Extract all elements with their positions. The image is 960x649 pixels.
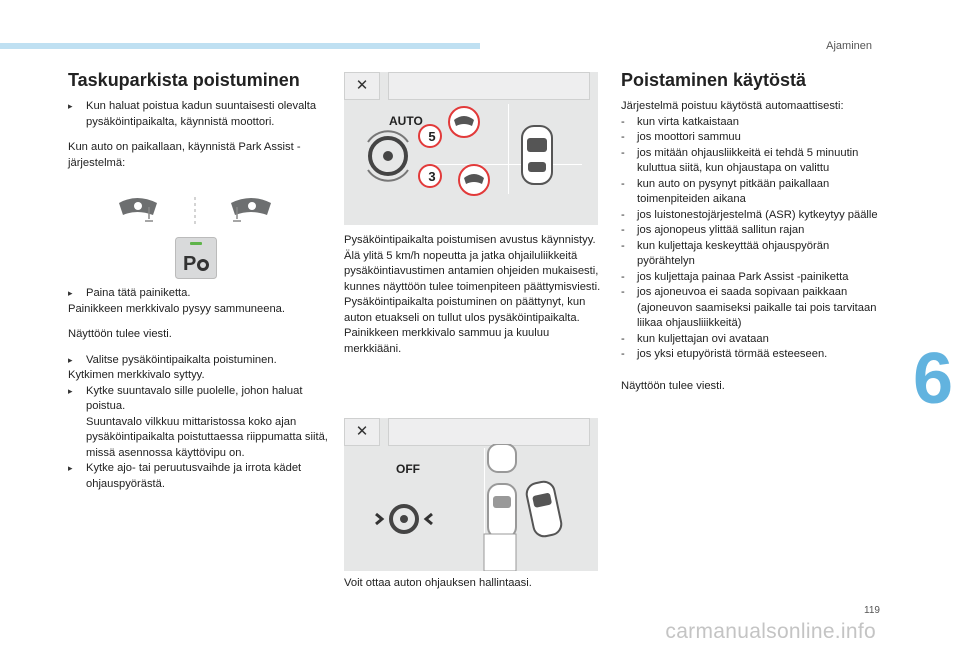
step-number-5: 5 bbox=[428, 129, 436, 144]
section-heading-deactivate: Poistaminen käytöstä bbox=[621, 70, 807, 90]
list-item: - kun auto on pysynyt pitkään paikallaan toimenpiteiden aikana bbox=[621, 177, 883, 208]
list-item: - jos ajonopeus ylittää sallitun rajan bbox=[621, 223, 883, 239]
park-assist-button-icon bbox=[175, 237, 217, 279]
column-left bbox=[68, 99, 328, 171]
list-item: - jos mitään ohjausliikkeitä ei tehdä 5 minuutin kuluttua siitä, kun ohjaustapa on valittu bbox=[621, 146, 883, 177]
list-item: - kun kuljettajan ovi avataan bbox=[621, 332, 883, 348]
paragraph-light-off: Painikkeen merkkivalo pysyy sammuneena. bbox=[68, 302, 286, 315]
exit-maneuver-illustration bbox=[344, 98, 598, 225]
section-title: Ajaminen bbox=[826, 40, 872, 52]
list-item: - jos luistonestojärjestelmä (ASR) kytkeytyy päälle bbox=[621, 208, 883, 224]
paragraph-speed: Älä ylitä 5 km/h nopeutta ja jatka ohjailuliikkeitä pysäköintiavustimen antamien ohjeiden mukaisesti, kunnes näyttöön tulee toimenpiteen päättymisviesti. bbox=[344, 249, 601, 293]
steering-wheels-illustration bbox=[113, 193, 278, 229]
step-press-button: ▸ Paina tätä painiketta. bbox=[68, 286, 328, 302]
step-gear: ▸ Kytke ajo- tai peruutusvaihde ja irrota kädet ohjauspyörästä. bbox=[68, 461, 328, 492]
steering-wheel-left-icon bbox=[119, 198, 157, 221]
paragraph-activate: Kun auto on paikallaan, käynnistä Park Assist -järjestelmä: bbox=[68, 141, 301, 169]
paragraph-finished: Pysäköintipaikalta poistuminen on päättynyt, kun auton etuakseli on tullut ulos pysäköintipaikalta. bbox=[344, 296, 586, 324]
auto-label: AUTO bbox=[389, 114, 423, 128]
column-middle-text bbox=[344, 233, 604, 357]
svg-text:P: P bbox=[183, 253, 197, 275]
paragraph-auto-deactivate: Järjestelmä poistuu käytöstä automaattisesti: bbox=[621, 100, 844, 112]
list-item: - jos yksi etupyöristä törmää esteeseen. bbox=[621, 347, 883, 363]
display-panel-off bbox=[344, 418, 598, 571]
paragraph-light-on: Kytkimen merkkivalo syttyy. bbox=[68, 369, 205, 381]
list-item: - kun virta katkaistaan bbox=[621, 115, 883, 131]
steering-wheel-icon bbox=[368, 131, 408, 180]
caption-manual-control: Voit ottaa auton ohjauksen hallintaasi. bbox=[344, 577, 532, 589]
panel-header-field bbox=[388, 72, 590, 100]
step-number-3: 3 bbox=[428, 169, 436, 184]
paragraph-indicator-blinks: Suuntavalo vilkkuu mittaristossa koko ajan pysäköintipaikalta poistuttaessa riippumatta siitä, missä asennossa käyttövipu on. bbox=[86, 415, 328, 459]
car-icon bbox=[522, 126, 552, 184]
column-right bbox=[621, 99, 883, 394]
close-button[interactable]: ✕ bbox=[344, 72, 380, 100]
list-item: - jos ajoneuvoa ei saada sopivaan paikkaan (ajoneuvon saamiseksi paikalle tai pois tarvitaan liikaa ohjausliiikkeitä) bbox=[621, 285, 883, 332]
step-start-engine: ▸ Kun haluat poistua kadun suuntaisesti olevalta pysäköintipaikalta, käynnistä moottori. bbox=[68, 99, 328, 130]
step-select-exit: ▸ Valitse pysäköintipaikalta poistuminen. bbox=[68, 353, 328, 369]
list-item: - kun kuljettaja keskeyttää ohjauspyörän pyörähtelyn bbox=[621, 239, 883, 270]
car-icon-exiting bbox=[525, 480, 564, 539]
display-panel-auto bbox=[344, 72, 598, 225]
list-item: - jos moottori sammuu bbox=[621, 130, 883, 146]
list-item: - jos kuljettaja painaa Park Assist -painiketta bbox=[621, 270, 883, 286]
parked-car-icon-2 bbox=[488, 484, 516, 538]
off-label: OFF bbox=[396, 462, 420, 476]
parked-car-icon-1 bbox=[488, 444, 516, 472]
steering-wheel-off-icon bbox=[376, 506, 432, 532]
exit-complete-illustration bbox=[344, 444, 598, 571]
steering-wheel-right-icon bbox=[231, 198, 271, 221]
panel-header-field-2 bbox=[388, 418, 590, 446]
paragraph-message: Näyttöön tulee viesti. bbox=[68, 328, 172, 340]
header-bar bbox=[0, 43, 480, 49]
paragraph-assist-start: Pysäköintipaikalta poistumisen avustus käynnistyy. bbox=[344, 234, 596, 246]
watermark: carmanualsonline.info bbox=[665, 620, 876, 643]
column-left-steps bbox=[68, 286, 328, 492]
section-heading-exit: Taskuparkista poistuminen bbox=[68, 70, 300, 90]
paragraph-message-shown: Näyttöön tulee viesti. bbox=[621, 379, 725, 392]
step-indicator: ▸ Kytke suuntavalo sille puolelle, johon haluat poistua. bbox=[68, 384, 328, 415]
paragraph-beep: Painikkeen merkkivalo sammuu ja kuuluu merkkiääni. bbox=[344, 327, 550, 355]
page-number: 119 bbox=[864, 605, 880, 616]
chapter-number: 6 bbox=[912, 339, 954, 419]
close-button-2[interactable]: ✕ bbox=[344, 418, 380, 446]
